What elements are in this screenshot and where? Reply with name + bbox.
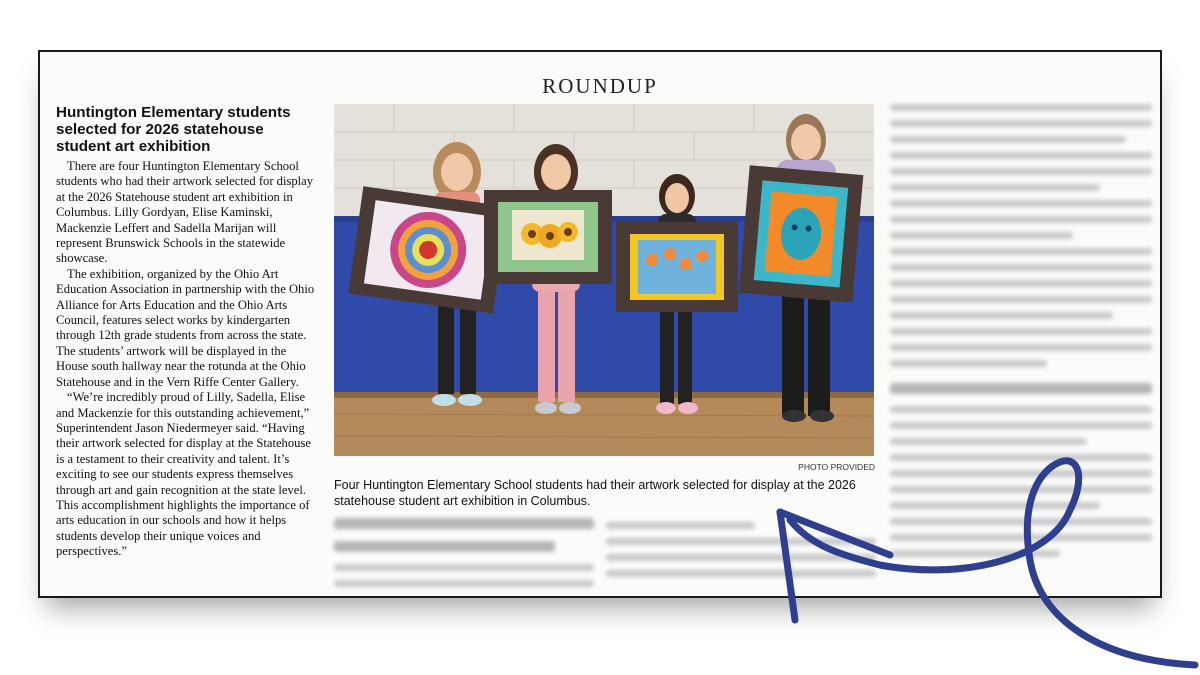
blurred-right-column [890, 104, 1152, 566]
photo-credit: PHOTO PROVIDED [798, 462, 875, 472]
students-artwork-photo [334, 104, 874, 456]
article-paragraph-1: There are four Huntington Elementary School students who had their artwork selected for display at the 2026 Statehouse student art exhibition in Columbus. Lilly Gordyan, Elise Kaminski, Mackenzie Leffert and Sadella Marijan will represent Brunswick Schools in the statewide showcase. [56, 159, 314, 266]
article-paragraph-2: The exhibition, organized by the Ohio Art Education Association in partnership with the Ohio Alliance for Arts Education and the Ohio Arts Council, features select works by kindergarten through 12th grade students from across the state. The students’ artwork will be displayed in the House south hallway near the rotunda at the Ohio Statehouse and in the Vern Riffe Center Gallery. [56, 266, 315, 389]
newspaper-clipping [38, 50, 1162, 598]
artwork-sunflowers [484, 190, 612, 284]
artwork-flowers [616, 222, 738, 312]
blurred-bottom-left-column [334, 514, 594, 596]
artwork-portrait [739, 165, 864, 302]
article-column [56, 104, 318, 560]
article-paragraph-3: “We’re incredibly proud of Lilly, Sadella, Elise and Mackenzie for this outstanding achievement,” Superintendent Jason Niedermeyer said. “Having their artwork selected for display at the Statehouse is a testament to their creativity and talent. It’s exciting to see our students express themselves through art and gain recognition at the state level. This accomplishment highlights the importance of arts education in our schools and how it helps students develop their unique voices and perspectives.” [56, 390, 311, 559]
photo-caption: Four Huntington Elementary School students had their artwork selected for display at the 2026 statehouse student art exhibition in Columbus. [334, 478, 856, 508]
article-headline: Huntington Elementary students selected for 2026 statehouse student art exhibition [56, 104, 291, 155]
photo-illustration [334, 104, 874, 456]
blurred-bottom-right-column [606, 522, 876, 586]
section-title: ROUNDUP [542, 74, 658, 98]
